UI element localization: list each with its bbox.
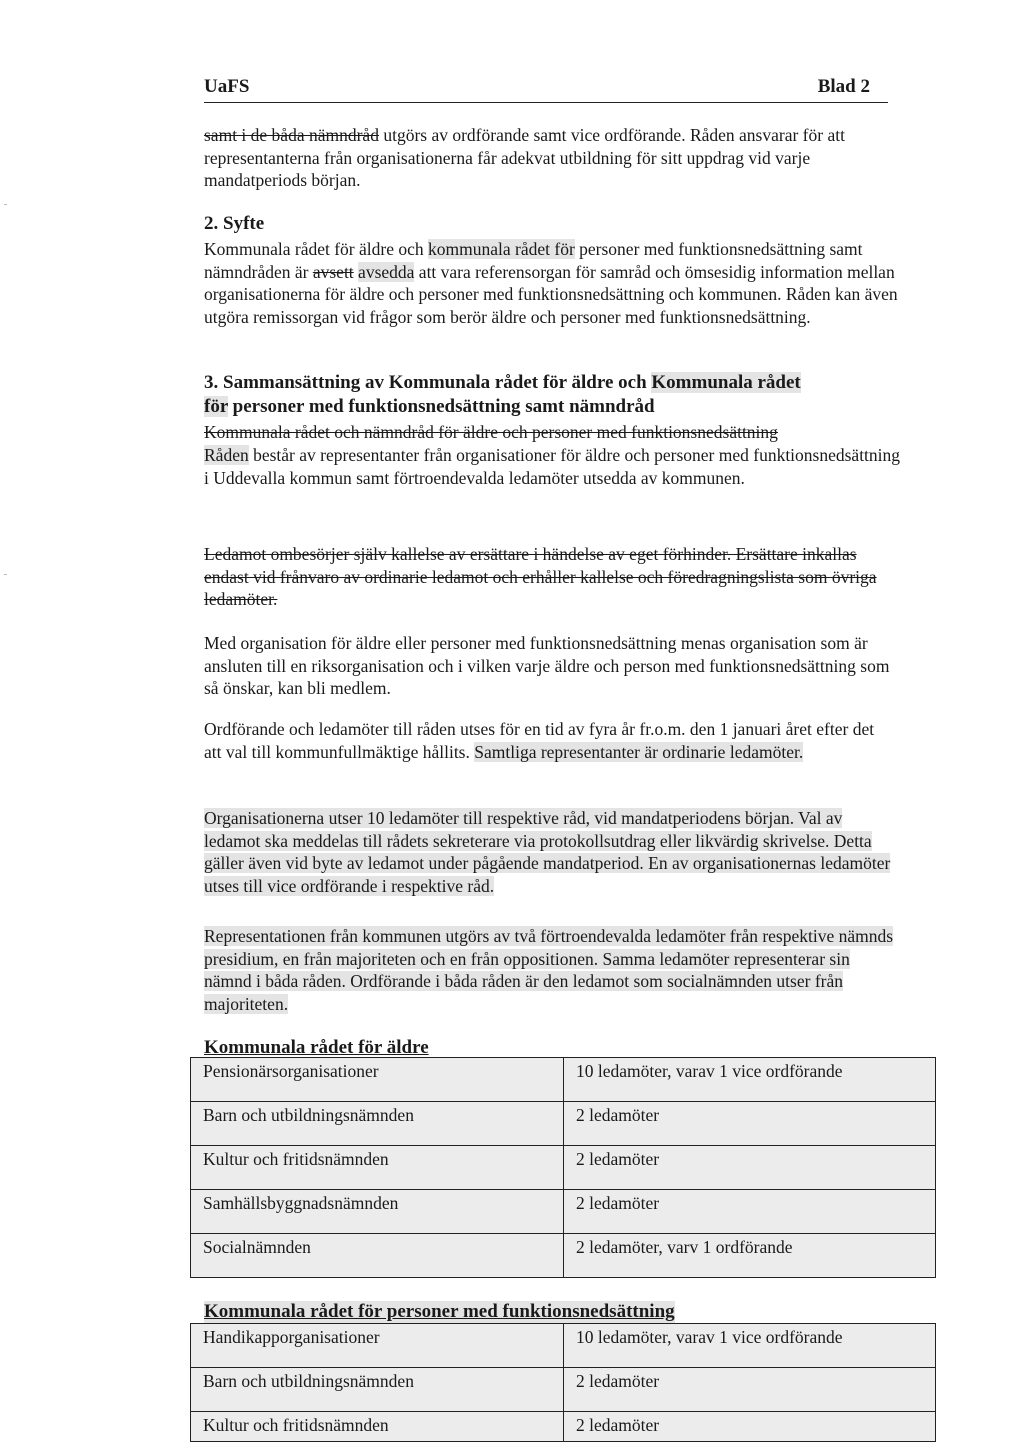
text-run: består av representanter från organisationer för äldre och personer med funktionsnedsättning i Uddevalla kommun samt förtroendevalda ledamöter utsedda av kommunen. (204, 445, 901, 488)
table-row (191, 1368, 936, 1412)
page-header (204, 76, 888, 103)
table-cell: Pensionärsorganisationer (191, 1058, 564, 1102)
table-cell: 2 ledamöter (564, 1146, 936, 1190)
table-elderly (190, 1057, 936, 1278)
section-3-paragraph-5 (204, 925, 894, 1015)
highlighted-text: Råden (204, 445, 249, 465)
table-title-elderly: Kommunala rådet för äldre (204, 1037, 429, 1058)
section-3-paragraph-3 (204, 718, 894, 763)
intro-text: utgörs av ordförande samt vice ordförande. Råden ansvarar för att representanterna från organisationerna får adekvat utbildning för sitt uppdrag vid varje mandatperiods början. (204, 125, 845, 190)
section-3-paragraph-1 (204, 444, 904, 489)
section-2-heading: 2. Syfte (204, 213, 265, 234)
table-row (191, 1102, 936, 1146)
highlighted-text: Samtliga representanter är ordinarie ledamöter. (474, 741, 804, 762)
scan-speck (4, 204, 7, 205)
text-run: Ordförande och ledamöter till råden utses för en tid av fyra år fr.o.m. den 1 januari året efter det att val till kommunfullmäktige hållits. (204, 719, 875, 762)
heading-text: personer med funktionsnedsättning samt nämndråd (227, 396, 655, 417)
table-cell: 10 ledamöter, varav 1 vice ordförande (564, 1324, 936, 1368)
table-cell: Socialnämnden (191, 1234, 564, 1278)
table-row (191, 1324, 936, 1368)
text-run: att vara referensorgan för samråd och ömsesidig information mellan organisationerna för äldre och personer med funktionsnedsättning och kommunen. Råden kan även utgöra remissorgan vid frågor som berör äldre och personer med funktionsnedsättning. (204, 261, 898, 327)
section-3-paragraph-2: Med organisation för äldre eller personer med funktionsnedsättning menas organisation som är ansluten till en riksorganisation och i vilken varje äldre och person med funktionsnedsättning som så önskar, kan bli medlem. (204, 633, 890, 698)
highlighted-text: för (204, 396, 228, 417)
text-run: Kommunala rådet för äldre och (204, 239, 429, 259)
section-2-paragraph (204, 238, 904, 328)
table-cell: 10 ledamöter, varav 1 vice ordförande (564, 1058, 936, 1102)
table-cell: 2 ledamöter, varv 1 ordförande (564, 1234, 936, 1278)
highlighted-text: avsedda (358, 261, 415, 282)
header-page-number: Blad 2 (817, 76, 870, 97)
table-disability (190, 1323, 936, 1442)
struck-text: avsett (312, 261, 354, 282)
table-title-disability: Kommunala rådet för personer med funktionsnedsättning (204, 1301, 675, 1322)
highlighted-text: Kommunala rådet (651, 372, 801, 393)
intro-paragraph (204, 124, 904, 192)
section-3-paragraph-4 (204, 807, 899, 897)
table-cell: Kultur och fritidsnämnden (191, 1412, 564, 1442)
table-cell: 2 ledamöter (564, 1368, 936, 1412)
table-cell: Barn och utbildningsnämnden (191, 1102, 564, 1146)
table-row (191, 1412, 936, 1442)
section-3-heading (204, 371, 894, 419)
table-cell: 2 ledamöter (564, 1102, 936, 1146)
heading-text: 3. Sammansättning av Kommunala rådet för äldre och (204, 372, 652, 393)
table-cell: Kultur och fritidsnämnden (191, 1146, 564, 1190)
struck-paragraph: Ledamot ombesörjer själv kallelse av ersättare i händelse av eget förhinder. Ersättare inkallas endast vid frånvaro av ordinarie ledamot och erhåller kallelse och föredragningslista som övriga ledamöter. (204, 544, 877, 609)
table-cell: 2 ledamöter (564, 1412, 936, 1442)
scan-speck (4, 574, 7, 575)
table-row (191, 1058, 936, 1102)
table-cell: Samhällsbyggnadsnämnden (191, 1190, 564, 1234)
highlighted-text: Representationen från kommunen utgörs av två förtroendevalda ledamöter från respektive nämnds presidium, en från majoriteten och en från oppositionen. Samma ledamöter representerar sin nämnd i båda råden. Ordförande i båda råden är den ledamot som socialnämnden utser från majoriteten. (204, 926, 894, 1014)
table-cell: 2 ledamöter (564, 1190, 936, 1234)
highlighted-text: Organisationerna utser 10 ledamöter till respektive råd, vid mandatperiodens början. Val av ledamot ska meddelas till rådets sekreterare via protokollsutdrag eller likvärdig skrivelse. Detta gäller även vid byte av ledamot under pågående mandatperiod. En av organisationernas ledamöter utses till vice ordförande i respektive råd. (204, 808, 891, 896)
struck-line: Kommunala rådet och nämndråd för äldre och personer med funktionsnedsättning (204, 422, 778, 442)
header-org: UaFS (204, 76, 250, 97)
table-row (191, 1234, 936, 1278)
table-cell: Handikapporganisationer (191, 1324, 564, 1368)
highlighted-text: kommunala rådet för (428, 239, 575, 259)
struck-text: samt i de båda nämndråd (204, 125, 379, 145)
text-run: personer med funktionsnedsättning samt nämndråden är (204, 239, 863, 282)
table-cell: Barn och utbildningsnämnden (191, 1368, 564, 1412)
table-row (191, 1190, 936, 1234)
table-row (191, 1146, 936, 1190)
